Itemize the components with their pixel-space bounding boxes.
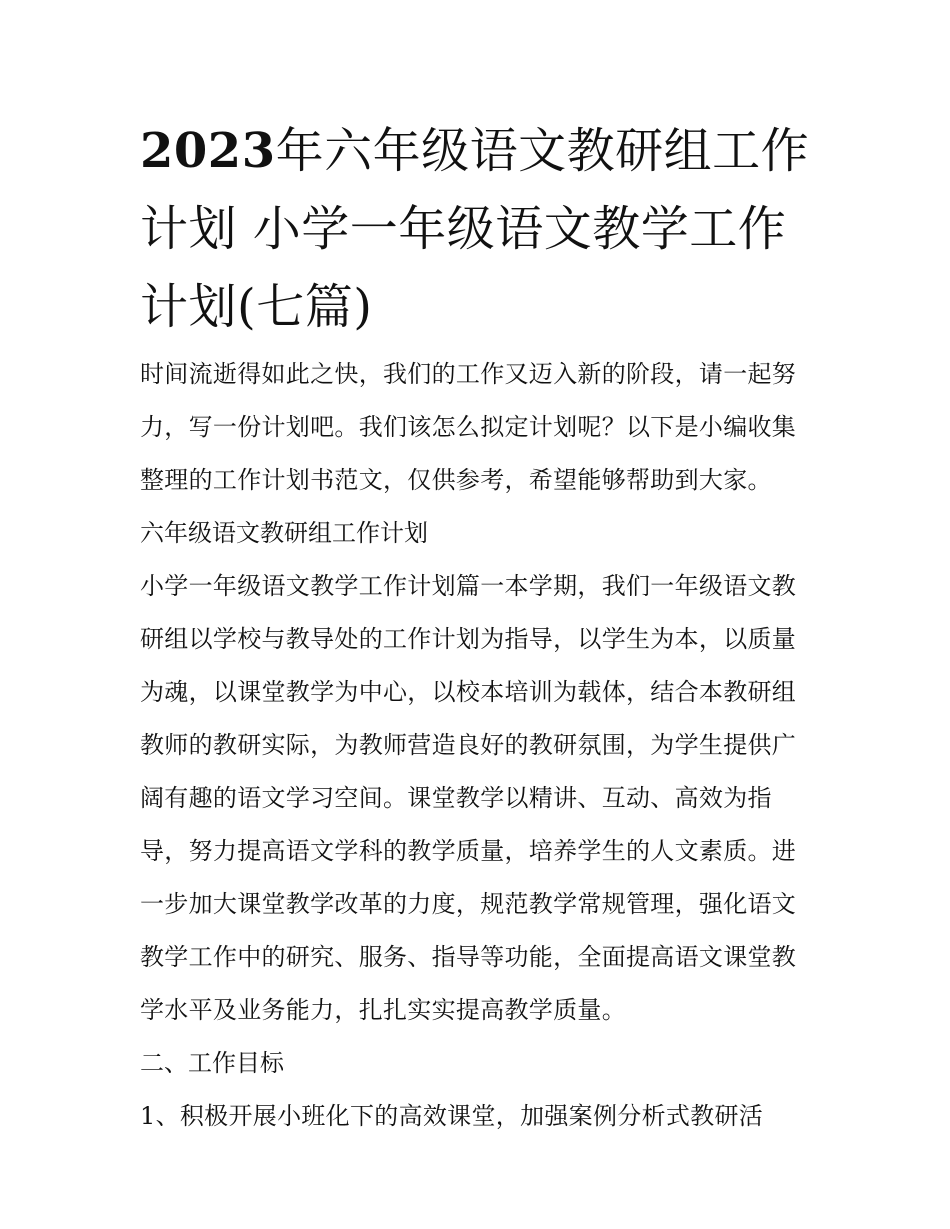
body-line-2: 研组以学校与教导处的工作计划为指导，以学生为本，以质量 [140,625,797,653]
body-line-9: 学水平及业务能力，扎扎实实提高教学质量。 [140,996,626,1024]
body-line-3: 为魂，以课堂教学为中心，以校本培训为载体，结合本教研组 [140,678,797,706]
title-line-2: 计划 小学一年级语文教学工作 [140,201,787,257]
body-paragraph [140,560,815,1037]
intro-line-1: 时间流逝得如此之快，我们的工作又迈入新的阶段，请一起努 [140,360,797,388]
body-line-7: 一步加大课堂教学改革的力度，规范教学常规管理，强化语文 [140,890,797,918]
body-line-5: 阔有趣的语文学习空间。课堂教学以精讲、互动、高效为指 [140,784,772,812]
body-line-6: 导，努力提高语文学科的教学质量，培养学生的人文素质。进 [140,837,797,865]
list-item-1: 1、积极开展小班化下的高效课堂，加强案例分析式教研活 [140,1102,764,1130]
intro-line-2: 力，写一份计划吧。我们该怎么拟定计划呢？以下是小编收集 [140,413,797,441]
subheading: 六年级语文教研组工作计划 [140,519,428,547]
body-line-8: 教学工作中的研究、服务、指导等功能，全面提高语文课堂教 [140,943,797,971]
title-line-1: 2023年六年级语文教研组工作 [140,123,810,179]
title-line-3: 计划(七篇) [140,279,373,335]
intro-line-3: 整理的工作计划书范文，仅供参考，希望能够帮助到大家。 [140,466,772,494]
body-line-1: 小学一年级语文教学工作计划篇一本学期，我们一年级语文教 [140,572,797,600]
body-line-4: 教师的教研实际，为教师营造良好的教研氛围，为学生提供广 [140,731,797,759]
document-page [140,112,815,1143]
document-title [140,112,815,346]
intro-paragraph [140,348,815,507]
title-year: 2023 [140,123,276,179]
section-heading: 二、工作目标 [140,1049,284,1077]
